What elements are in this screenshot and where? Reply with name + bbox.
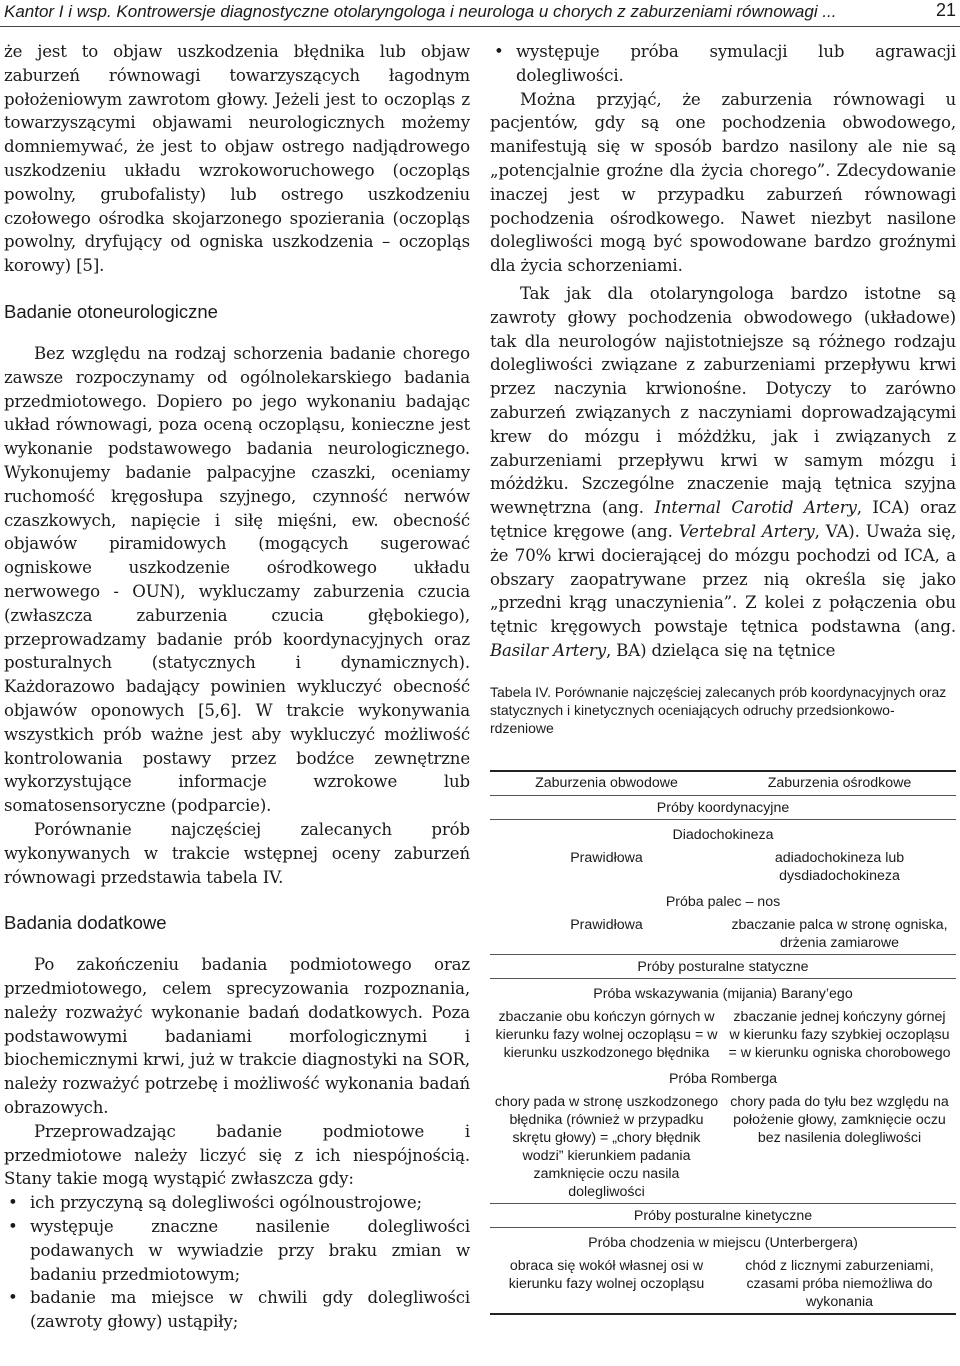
table-row (490, 1254, 956, 1315)
page-number: 21 (935, 0, 956, 20)
list-item: • występuje znaczne nasilenie dolegliwości podawanych w wywiadzie przy braku zmian w badaniu przedmiotowym; (4, 1215, 470, 1286)
table-subheading: Próba wskazywania (mijania) Barany’ego (593, 986, 853, 1002)
paragraph: Można przyjąć, że zaburzenia równowagi u pacjentów, gdy są one pochodzenia obwodowego, manifestują się w sposób bardzo nasilony ale nie są „potencjalnie groźne dla życia chorego”. Zdecydowanie inaczej jest w przypadku zaburzeń równowagi pochodzenia ośrodkowego. Nawet niezbyt nasilone dolegliwości mogą być spowodowane bardzo groźnymi dla życia schorzeniami. (490, 89, 956, 276)
bullet-list (4, 1191, 470, 1334)
table-section-label: Próby koordynacyjne (490, 796, 956, 820)
table-header-row (490, 772, 956, 796)
section-heading: Badania dodatkowe (4, 912, 167, 934)
paragraph: Po zakończeniu badania podmiotowego oraz przedmiotowego, celem sprecyzowania rozpoznania, należy rozważyć wykonanie badań dodatkowych. Poza podstawowymi badaniami morfologicznymi i biochemicznymi krwi, już w trakcie diagnostyki na SOR, należy rozważyć potrzebę i możliwość wykonania badań obrazowych. (4, 955, 470, 1118)
left-column (4, 40, 470, 1334)
table-cell: obraca się wokół własnej osi w kierunku fazy wolnej oczopląsu (508, 1258, 705, 1292)
list-item: • występuje próba symulacji lub agrawacji dolegliwości. (490, 40, 956, 88)
running-header (0, 0, 960, 27)
table-cell: chory pada do tyłu bez względu na położenie głowy, zamknięcie oczu bez nasilenia dolegliwości (730, 1094, 949, 1146)
table-cell: zbaczanie palca w stronę ogniska, drżenia zamiarowe (731, 917, 948, 951)
column-header: Zaburzenia ośrodkowe (767, 775, 912, 791)
comparison-table (490, 770, 956, 1315)
bullet-list (490, 40, 956, 88)
table-section-label: Próby posturalne kinetyczne (490, 1204, 956, 1228)
table-row (490, 1090, 956, 1204)
table-subheading: Próba chodzenia w miejscu (Unterbergera) (588, 1235, 858, 1251)
table-cell: chory pada w stronę uszkodzonego błędnika (również w przypadku skrętu głowy) = „chory błędnik wodzi” kierunkiem padania zamknięcie oczu nasila dolegliwości (494, 1094, 719, 1200)
paragraph: że jest to objaw uszkodzenia błędnika lub objaw zaburzeń równowagi towarzyszących łagodnym położeniowym zawrotom głowy. Jeżeli jest to oczopląs z towarzyszącymi objawami neurologicznych możemy domniemywać, że jest to objaw ostrego nadjądrowego uszkodzeniu układu wzrokoworuchowego (oczopląs powolny, grubofalisty) lub ostrego uszkodzeniu czołowego ośrodka skojarzonego spozierania (oczopląs powolny, dryfujący od ogniska uszkodzenia – oczopląs korowy) [5]. (4, 42, 470, 276)
right-column (490, 40, 956, 737)
table-cell: Prawidłowa (570, 850, 643, 866)
table-row (490, 846, 956, 887)
list-item: • ich przyczyną są dolegliwości ogólnoustrojowe; (4, 1191, 470, 1215)
paragraph: Bez względu na rodzaj schorzenia badanie chorego zawsze rozpoczynamy od ogólnolekarskiego badania przedmiotowego. Dopiero po jego wykonaniu badając układ równowagi, poza oceną oczopląsu, konieczne jest wykonanie podstawowego badania neurologicznego. Wykonujemy badanie palpacyjne czaszki, oceniamy ruchomość kręgosłupa szyjnego, czynność nerwów czaszkowych, napięcie i siłę mięśni, ew. obecność objawów piramidowych (mogących sugerować ogniskowe uszkodzenie ośrodkowego układu nerwowego - OUN), wykluczamy zaburzenia czucia (zwłaszcza zaburzenia czucia głębokiego), przeprowadzamy badanie prób koordynacyjnych oraz posturalnych (statycznych i dynamicznych). Każdorazowo badający powinien wykluczyć obecność objawów oponowych [5,6]. W trakcie wykonywania wszystkich prób ważne jest aby wykluczyć możliwość kontrolowania postawy przez bodźce zewnętrzne wykorzystujące informacje wzrokowe lub somatosensoryczne (podparcie). (4, 343, 470, 816)
table-cell: Prawidłowa (570, 917, 643, 933)
table-cell: chód z licznymi zaburzeniami, czasami próba niemożliwa do wykonania (745, 1258, 934, 1310)
table-subheading: Próba Romberga (668, 1071, 778, 1087)
table-cell: adiadochokineza lub dysdiadochokineza (774, 850, 905, 884)
table-cell: zbaczanie jednej kończyny górnej w kierunku fazy szybkiej oczopląsu = w kierunku ogniska chorobowego (728, 1009, 951, 1061)
paragraph: Tak jak dla otolaryngologa bardzo istotne są zawroty głowy pochodzenia obwodowego (układowe) tak dla neurologów najistotniejsze są różnego rodzaju dolegliwości związane z zaburzeniami przepływu krwi przez naczynia krwionośne. Dotyczy to zarówno zaburzeń związanych z naczyniami doprowadzającymi krew do mózgu i móżdżku, jak i związanych z zaburzeniami przepływu krwi w samym mózgu i móżdżku. Szczególne znaczenie mają tętnica szyjna wewnętrzna (ang. Internal Carotid Artery, ICA) oraz tętnice kręgowe (ang. Vertebral Artery, VA). Uważa się, że 70% krwi docierającej do mózgu pochodzi od ICA, a obszary zaopatrywane przez nią określa się jako „przedni krąg unaczynienia”. Z kolei z połączenia obu tętnic kręgowych powstaje tętnica podstawna (ang. Basilar Artery, BA) dzieląca się na tętnice (490, 283, 956, 660)
column-header: Zaburzenia obwodowe (535, 775, 678, 791)
list-item: • badanie ma miejsce w chwili gdy dolegliwości (zawroty głowy) ustąpiły; (4, 1286, 470, 1334)
section-heading: Badanie otoneurologiczne (4, 300, 218, 322)
table-section-label: Próby posturalne statyczne (490, 955, 956, 979)
running-title: Kantor I i wsp. Kontrowersje diagnostyczne otolaryngologa i neurologa u chorych z zaburzeniami równowagi ... (4, 2, 837, 21)
paragraph: Przeprowadzając badanie podmiotowe i przedmiotowe należy liczyć się z ich niespójnością. Stany takie mogą wystąpić zwłaszcza gdy: (4, 1121, 470, 1189)
table-row (490, 913, 956, 955)
table-cell: zbaczanie obu kończyn górnych w kierunku fazy wolnej oczopląsu = w kierunku uszkodzonego błędnika (495, 1009, 718, 1061)
table-row (490, 1005, 956, 1064)
table-subheading: Diadochokineza (672, 827, 774, 843)
table-caption: Tabela IV. Porównanie najczęściej zalecanych prób koordynacyjnych oraz statycznych i kinetycznych oceniających odruchy przedsionkowo-rdzeniowe (490, 683, 947, 736)
paragraph: Porównanie najczęściej zalecanych prób wykonywanych w trakcie wstępnej oceny zaburzeń równowagi przedstawia tabela IV. (4, 819, 470, 887)
table-subheading: Próba palec – nos (665, 894, 781, 910)
